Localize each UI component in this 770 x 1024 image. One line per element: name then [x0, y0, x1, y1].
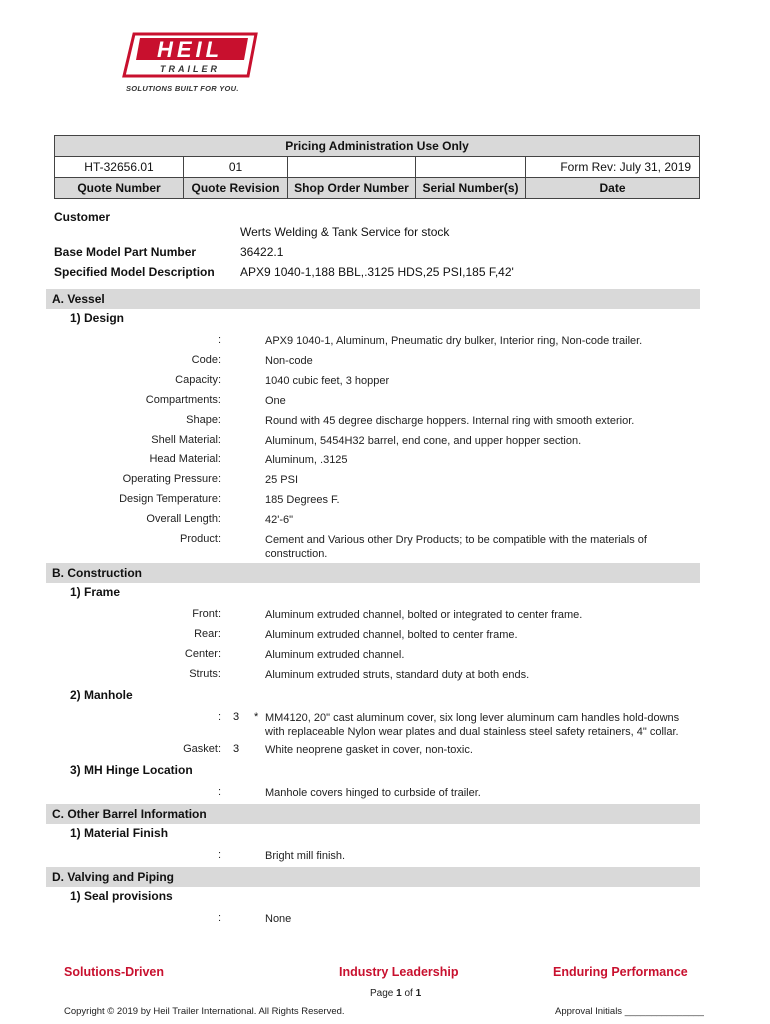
- design-temperature-label: Design Temperature:: [119, 493, 221, 505]
- seal-value: None: [265, 913, 292, 925]
- shell-material-label: Shell Material:: [151, 434, 221, 446]
- subsection-mh-hinge: 3) MH Hinge Location: [70, 763, 193, 777]
- page-number: 1: [396, 988, 402, 999]
- shape-label: Shape:: [186, 414, 221, 426]
- manhole-label: :: [217, 711, 221, 723]
- hinge-label: :: [217, 786, 221, 798]
- center-value: Aluminum extruded channel.: [265, 649, 405, 661]
- compartments-value: One: [265, 395, 286, 407]
- logo-brand-text: HEIL: [156, 37, 224, 62]
- rear-label: Rear:: [194, 628, 221, 640]
- date-label: Date: [526, 178, 700, 199]
- footer-industry-leadership: Industry Leadership: [339, 965, 459, 979]
- center-label: Center:: [184, 648, 221, 660]
- rear-value: Aluminum extruded channel, bolted to center frame.: [265, 629, 518, 641]
- head-material-value: Aluminum, .3125: [265, 454, 348, 466]
- design-label: :: [217, 334, 221, 346]
- subsection-frame: 1) Frame: [70, 585, 121, 599]
- gasket-qty: 3: [233, 743, 240, 755]
- gasket-label: Gasket:: [183, 743, 221, 755]
- code-value: Non-code: [265, 355, 313, 367]
- product-value: Cement and Various other Dry Products; to be compatible with the materials of construction.: [265, 534, 647, 560]
- hinge-value: Manhole covers hinged to curbside of trailer.: [265, 787, 481, 799]
- front-value: Aluminum extruded channel, bolted or integrated to center frame.: [265, 609, 583, 621]
- quote-revision-value[interactable]: 01: [184, 157, 288, 178]
- footer-solutions-driven: Solutions-Driven: [64, 965, 165, 979]
- base-model-label: Base Model Part Number: [54, 245, 197, 259]
- serial-label: Serial Number(s): [416, 178, 526, 199]
- capacity-label: Capacity:: [175, 374, 221, 386]
- struts-label: Struts:: [189, 668, 221, 680]
- approval-initials: Approval Initials _______________: [555, 1006, 704, 1017]
- quote-revision-label: Quote Revision: [184, 178, 288, 199]
- struts-value: Aluminum extruded struts, standard duty at both ends.: [265, 669, 530, 681]
- model-description-value: APX9 1040-1,188 BBL,.3125 HDS,25 PSI,185 F,42': [240, 265, 514, 279]
- manhole-star: *: [254, 711, 259, 723]
- compartments-label: Compartments:: [145, 394, 221, 406]
- operating-pressure-label: Operating Pressure:: [122, 473, 221, 485]
- section-c-barrel: C. Other Barrel Information: [46, 804, 700, 824]
- finish-label: :: [217, 849, 221, 861]
- shell-material-value: Aluminum, 5454H32 barrel, end cone, and upper hopper section.: [265, 435, 582, 447]
- product-label: Product:: [180, 533, 221, 545]
- capacity-value: 1040 cubic feet, 3 hopper: [265, 375, 390, 387]
- page-total: 1: [415, 988, 422, 999]
- page-indicator: [370, 988, 421, 999]
- quote-number-value[interactable]: HT-32656.01: [55, 157, 184, 178]
- shape-value: Round with 45 degree discharge hoppers. Internal ring with smooth exterior.: [265, 415, 635, 427]
- date-value[interactable]: Form Rev: July 31, 2019: [526, 157, 700, 178]
- finish-value: Bright mill finish.: [265, 850, 346, 862]
- head-material-label: Head Material:: [149, 453, 221, 465]
- manhole-qty: 3: [233, 711, 240, 723]
- overall-length-value: 42'-6": [265, 514, 294, 526]
- copyright: Copyright © 2019 by Heil Trailer International. All Rights Reserved.: [64, 1006, 345, 1017]
- quote-number-label: Quote Number: [55, 178, 184, 199]
- design-value: APX9 1040-1, Aluminum, Pneumatic dry bulker, Interior ring, Non-code trailer.: [265, 335, 643, 347]
- gasket-value: White neoprene gasket in cover, non-toxic.: [265, 744, 473, 756]
- seal-label: :: [217, 912, 221, 924]
- design-temperature-value: 185 Degrees F.: [265, 494, 340, 506]
- front-label: Front:: [192, 608, 221, 620]
- base-model-value: 36422.1: [240, 245, 284, 259]
- page-of: of: [401, 988, 416, 999]
- section-b-construction: B. Construction: [46, 563, 700, 583]
- overall-length-label: Overall Length:: [146, 513, 221, 525]
- serial-value[interactable]: [416, 157, 526, 178]
- logo-sub-text: TRAILER: [160, 64, 220, 74]
- customer-value: Werts Welding & Tank Service for stock: [240, 225, 450, 239]
- subsection-manhole: 2) Manhole: [70, 688, 133, 702]
- subsection-material-finish: 1) Material Finish: [70, 826, 169, 840]
- customer-label: Customer: [54, 210, 111, 224]
- page-prefix: Page: [370, 988, 397, 999]
- shop-order-value[interactable]: [288, 157, 416, 178]
- logo-tagline: SOLUTIONS BUILT FOR YOU.: [126, 84, 239, 93]
- pricing-title: Pricing Administration Use Only: [55, 136, 700, 157]
- section-d-valving: D. Valving and Piping: [46, 867, 700, 887]
- pricing-table: [54, 135, 700, 199]
- model-description-label: Specified Model Description: [54, 265, 215, 279]
- subsection-design: 1) Design: [70, 311, 125, 325]
- manhole-value: MM4120, 20" cast aluminum cover, six long lever aluminum cam handles hold-downs with replaceable Nylon wear plates and dual stainless steel safety retainers, 4" collar.: [265, 712, 680, 738]
- section-a-vessel: A. Vessel: [46, 289, 700, 309]
- shop-order-label: Shop Order Number: [288, 178, 416, 199]
- code-label: Code:: [191, 354, 221, 366]
- subsection-seal-provisions: 1) Seal provisions: [70, 889, 173, 903]
- footer-enduring-performance: Enduring Performance: [553, 965, 688, 979]
- operating-pressure-value: 25 PSI: [265, 474, 299, 486]
